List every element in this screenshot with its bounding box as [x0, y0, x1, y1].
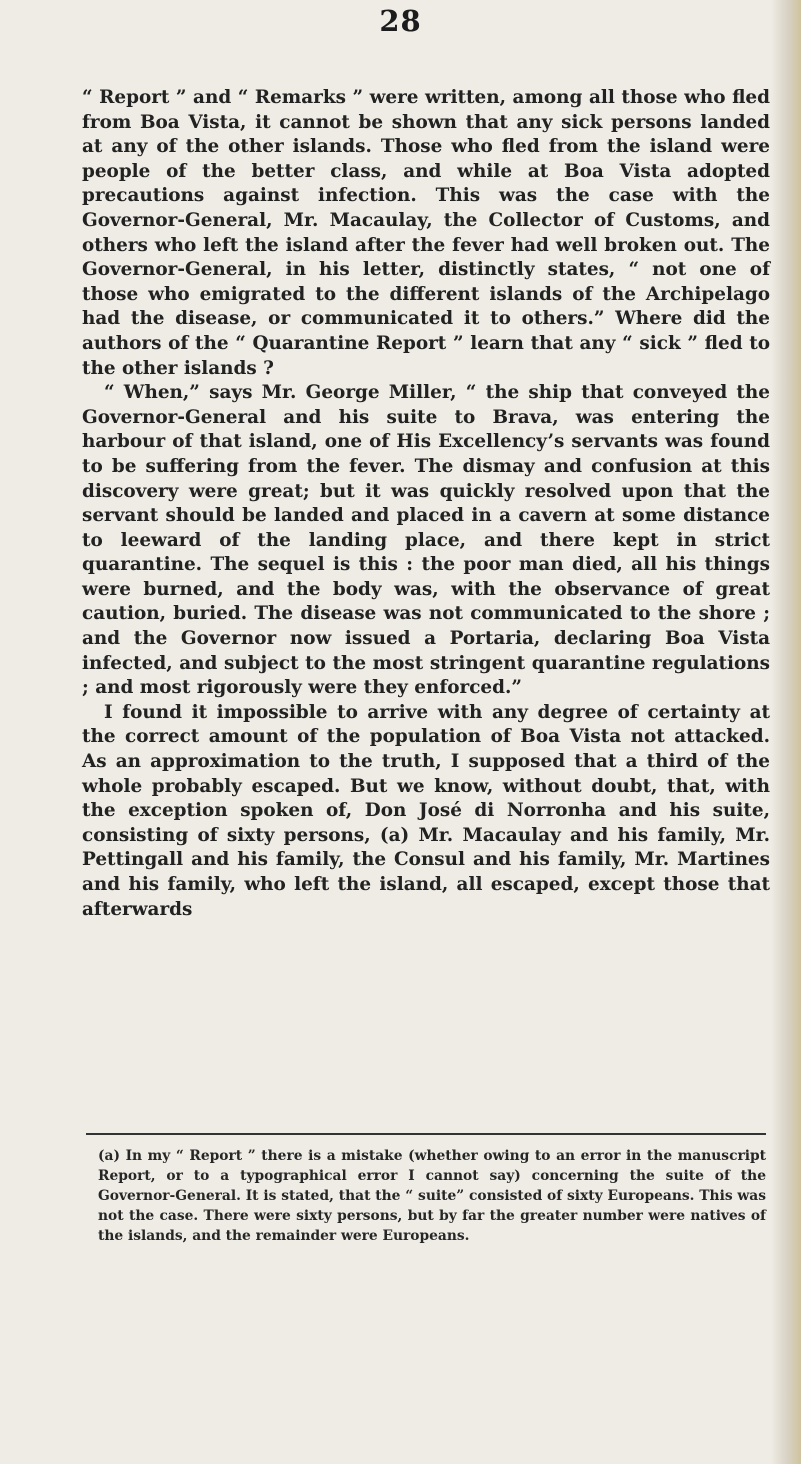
- footnote: [98, 1146, 766, 1246]
- paragraph-1: “ Report ” and “ Remarks ” were written, among all those who fled from Boa Vista, it cannot be shown that any sick persons landed at any of the other islands. Those who fled from the island were people of the better class, and while at Boa Vista adopted precautions against infection. This was the case with the Governor-General, Mr. Macaulay, the Collector of Customs, and others who left the island after the fever had well broken out. The Governor-General, in his letter, distinctly states, “ not one of those who emigrated to the different islands of the Archipelago had the disease, or communicated it to others.” Where did the authors of the “ Quarantine Report ” learn that any “ sick ” fled to the other islands ?: [82, 87, 770, 379]
- page-number: 28: [379, 4, 422, 38]
- page-edge-shadow: [771, 0, 801, 1464]
- main-text: [82, 86, 770, 922]
- paragraph-2: “ When,” says Mr. George Miller, “ the ship that conveyed the Governor-General and his suite to Brava, was entering the harbour of that island, one of His Excellency’s servants was found to be suffering from the fever. The dismay and confusion at this discovery were great; but it was quickly resolved upon that the servant should be landed and placed in a cavern at some distance to leeward of the landing place, and there kept in strict quarantine. The sequel is this : the poor man died, all his things were burned, and the body was, with the observance of great caution, buried. The disease was not communicated to the shore ; and the Governor now issued a Portaria, declaring Boa Vista infected, and subject to the most stringent quarantine regulations ; and most rigorously were they enforced.”: [82, 382, 770, 699]
- paragraph-3: I found it impossible to arrive with any degree of certainty at the correct amount of the population of Boa Vista not attacked. As an approximation to the truth, I supposed that a third of the whole probably escaped. But we know, without doubt, that, with the exception spoken of, Don José di Norronha and his suite, consisting of sixty persons, (a) Mr. Macaulay and his family, Mr. Pettingall and his family, the Consul and his family, Mr. Martines and his family, who left the island, all escaped, except those that afterwards: [82, 701, 770, 920]
- footnote-text: (a) In my “ Report ” there is a mistake (whether owing to an error in the manuscript Report, or to a typographical error I cannot say) concerning the suite of the Governor-General. It is stated, that the “ suite” consisted of sixty Europeans. This was not the case. There were sixty persons, but by far the greater number were natives of the islands, and the remainder were Europeans.: [98, 1148, 766, 1244]
- footnote-divider: [86, 1133, 766, 1135]
